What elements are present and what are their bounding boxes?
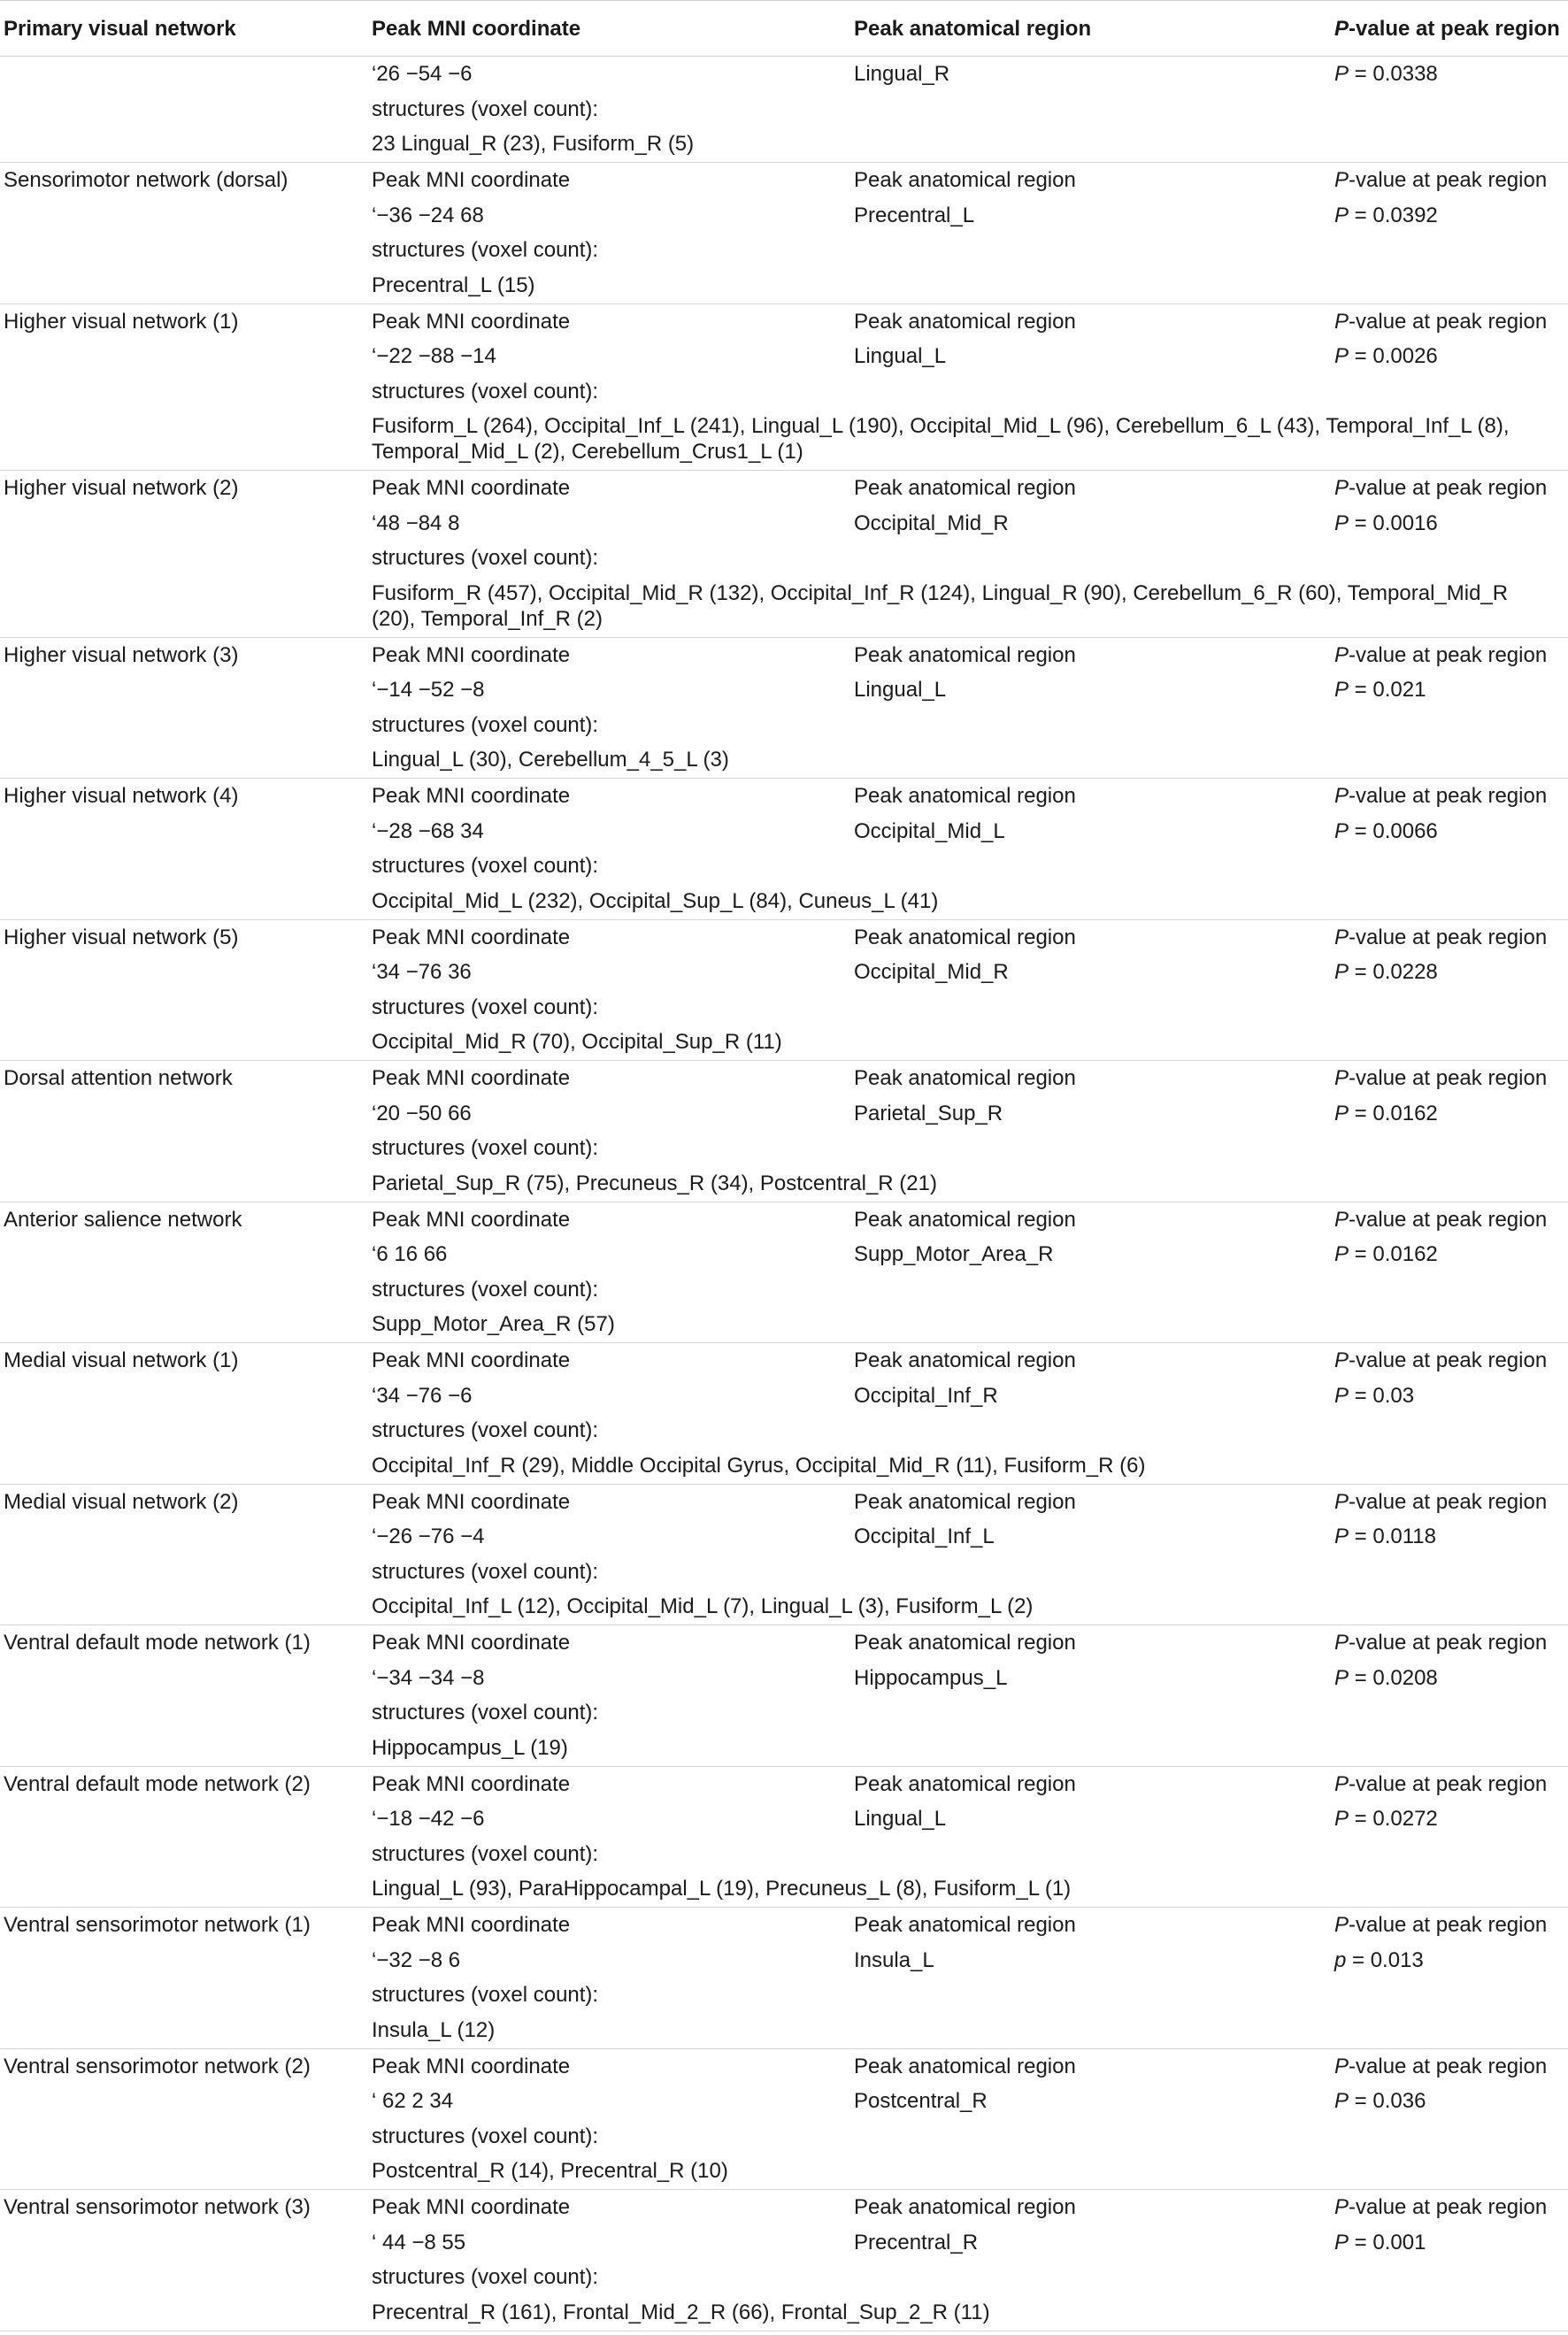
peak-coordinate: ‘−28 −68 34 xyxy=(372,818,484,843)
pvalue-number: = 0.0272 xyxy=(1349,1807,1438,1831)
peak-region: Hippocampus_L xyxy=(854,1665,1008,1690)
row-value-line xyxy=(0,1237,1568,1272)
table-row xyxy=(0,1908,1568,2049)
pvalue-symbol: P xyxy=(1334,2230,1349,2254)
pvalue-label xyxy=(1334,638,1547,673)
peak-region: Occipital_Mid_L xyxy=(854,818,1005,843)
peak-pvalue xyxy=(1334,198,1438,234)
pvalue-label xyxy=(1334,1767,1547,1802)
pvalue-label-rest: -value at peak region xyxy=(1349,642,1548,667)
structures-label-line xyxy=(0,1131,1568,1166)
row-value-line xyxy=(0,1943,1568,1978)
network-name: Sensorimotor network (dorsal) xyxy=(4,168,288,192)
coord-label: Peak MNI coordinate xyxy=(372,2054,571,2078)
header-pvalue-p: P xyxy=(1334,17,1349,42)
structures-list: Lingual_L (30), Cerebellum_4_5_L (3) xyxy=(372,748,729,772)
pvalue-number: = 0.0026 xyxy=(1349,344,1438,368)
region-label: Peak anatomical region xyxy=(854,2195,1076,2219)
peak-pvalue xyxy=(1334,1096,1438,1132)
peak-coordinate: ‘−36 −24 68 xyxy=(372,203,484,227)
network-name: Higher visual network (2) xyxy=(4,476,239,500)
network-name: Ventral default mode network (2) xyxy=(4,1771,311,1796)
network-name: Higher visual network (5) xyxy=(4,925,239,949)
network-name: Medial visual network (2) xyxy=(4,1489,239,1514)
table-row xyxy=(0,304,1568,472)
peak-coordinate: ‘6 16 66 xyxy=(372,1242,448,1266)
pvalue-number: = 0.0066 xyxy=(1349,818,1438,843)
network-name: Ventral sensorimotor network (1) xyxy=(4,1913,311,1937)
row-value-line xyxy=(0,1096,1568,1132)
structures-label-line xyxy=(0,374,1568,410)
peak-region: Precentral_L xyxy=(854,203,975,227)
table-row xyxy=(0,1767,1568,1909)
coord-label: Peak MNI coordinate xyxy=(372,1066,571,1090)
structures-list: Fusiform_L (264), Occipital_Inf_L (241), Lingual_L (190), Occipital_Mid_L (96), Cerebellum_6_L (43), Temporal_Inf_L (8), Temporal_Mid_L (2), Cerebellum_Crus1_L (1) xyxy=(372,414,1510,464)
structures-label: structures (voxel count): xyxy=(372,995,599,1019)
pvalue-label-p: P xyxy=(1334,1631,1349,1655)
structures-label: structures (voxel count): xyxy=(372,2124,599,2148)
row-value-line xyxy=(0,672,1568,708)
peak-pvalue xyxy=(1334,1661,1438,1696)
pvalue-label-rest: -value at peak region xyxy=(1349,1913,1548,1937)
row-value-line xyxy=(0,506,1568,542)
coord-label: Peak MNI coordinate xyxy=(372,925,571,949)
pvalue-number: = 0.013 xyxy=(1346,1947,1424,1972)
table-row xyxy=(0,2190,1568,2331)
peak-region: Precentral_R xyxy=(854,2230,979,2254)
pvalue-number: = 0.0208 xyxy=(1349,1665,1438,1690)
pvalue-label-p: P xyxy=(1334,309,1349,334)
pvalue-label-rest: -value at peak region xyxy=(1349,1631,1548,1655)
pvalue-label-p: P xyxy=(1334,1771,1349,1796)
peak-region: Postcentral_R xyxy=(854,2089,988,2113)
peak-coordinate: ‘26 −54 −6 xyxy=(372,62,473,86)
pvalue-label-p: P xyxy=(1334,1348,1349,1372)
pvalue-label-p: P xyxy=(1334,168,1349,192)
structures-label: structures (voxel count): xyxy=(372,1418,599,1442)
structures-list: Postcentral_R (14), Precentral_R (10) xyxy=(372,2159,728,2183)
network-name: Higher visual network (4) xyxy=(4,784,239,808)
header-coordinate: Peak MNI coordinate xyxy=(372,17,581,42)
structures-list: Insula_L (12) xyxy=(372,2017,496,2042)
pvalue-symbol: P xyxy=(1334,1101,1349,1125)
structures-label: structures (voxel count): xyxy=(372,96,599,121)
pvalue-symbol: P xyxy=(1334,203,1349,227)
structures-list: 23 Lingual_R (23), Fusiform_R (5) xyxy=(372,132,695,156)
structures-list: Occipital_Mid_R (70), Occipital_Sup_R (11) xyxy=(372,1030,782,1054)
peak-pvalue xyxy=(1334,814,1438,849)
structures-label-line xyxy=(0,233,1568,268)
row-label-line xyxy=(0,638,1568,673)
row-label-line xyxy=(0,1343,1568,1379)
pvalue-number: = 0.03 xyxy=(1349,1383,1415,1408)
peak-region: Occipital_Inf_L xyxy=(854,1525,995,1548)
pvalue-label xyxy=(1334,2049,1547,2085)
peak-pvalue xyxy=(1334,955,1438,990)
structures-label: structures (voxel count): xyxy=(372,854,599,878)
peak-pvalue xyxy=(1334,1237,1438,1272)
table-body xyxy=(0,57,1568,2331)
pvalue-label-rest: -value at peak region xyxy=(1349,168,1548,192)
peak-pvalue xyxy=(1334,1519,1436,1555)
structures-label: structures (voxel count): xyxy=(372,238,599,262)
peak-region: Occipital_Mid_R xyxy=(854,511,1009,535)
row-value-line xyxy=(0,814,1568,849)
network-name: Higher visual network (3) xyxy=(4,642,239,667)
table-row xyxy=(0,163,1568,304)
pvalue-number: = 0.0228 xyxy=(1349,960,1438,984)
row-label-line xyxy=(0,1908,1568,1943)
row-label-line xyxy=(0,471,1568,506)
network-name: Ventral default mode network (1) xyxy=(4,1631,311,1655)
structures-list: Occipital_Inf_R (29), Middle Occipital Gyrus, Occipital_Mid_R (11), Fusiform_R (6) xyxy=(372,1453,1146,1478)
pvalue-label xyxy=(1334,2190,1547,2225)
pvalue-symbol: P xyxy=(1334,818,1349,843)
pvalue-symbol: P xyxy=(1334,678,1349,702)
header-region: Peak anatomical region xyxy=(854,17,1092,42)
table-header xyxy=(0,0,1568,57)
network-name: Anterior salience network xyxy=(4,1207,242,1232)
region-label: Peak anatomical region xyxy=(854,1771,1076,1796)
coord-label: Peak MNI coordinate xyxy=(372,2195,571,2219)
coord-label: Peak MNI coordinate xyxy=(372,476,571,500)
peak-pvalue xyxy=(1334,1379,1414,1414)
pvalue-number: = 0.0162 xyxy=(1349,1101,1438,1125)
pvalue-label xyxy=(1334,471,1547,506)
coord-label: Peak MNI coordinate xyxy=(372,168,571,192)
coord-label: Peak MNI coordinate xyxy=(372,784,571,808)
region-label: Peak anatomical region xyxy=(854,642,1076,667)
peak-region: Lingual_L xyxy=(854,344,947,368)
peak-pvalue xyxy=(1334,2225,1426,2261)
coord-label: Peak MNI coordinate xyxy=(372,1771,571,1796)
pvalue-symbol: p xyxy=(1334,1947,1347,1972)
structures-label: structures (voxel count): xyxy=(372,1136,599,1160)
pvalue-number: = 0.001 xyxy=(1349,2230,1426,2254)
row-value-line xyxy=(0,1379,1568,1414)
pvalue-label-rest: -value at peak region xyxy=(1349,1489,1548,1514)
peak-coordinate: ‘−26 −76 −4 xyxy=(372,1525,485,1548)
pvalue-label-p: P xyxy=(1334,2195,1349,2219)
pvalue-number: = 0.0016 xyxy=(1349,511,1438,535)
pvalue-label-p: P xyxy=(1334,1066,1349,1090)
peak-coordinate: ‘ 62 2 34 xyxy=(372,2089,454,2113)
header-pvalue-rest: -value at peak region xyxy=(1349,17,1560,42)
pvalue-label-rest: -value at peak region xyxy=(1349,1066,1548,1090)
pvalue-label-p: P xyxy=(1334,1207,1349,1232)
pvalue-label-rest: -value at peak region xyxy=(1349,925,1548,949)
peak-pvalue xyxy=(1334,1801,1438,1837)
row-value-line xyxy=(0,2225,1568,2261)
peak-coordinate: ‘−14 −52 −8 xyxy=(372,678,485,702)
pvalue-label-rest: -value at peak region xyxy=(1349,1207,1548,1232)
peak-region: Occipital_Mid_R xyxy=(854,960,1009,984)
pvalue-number: = 0.0338 xyxy=(1349,62,1438,86)
table-row xyxy=(0,1485,1568,1626)
peak-pvalue xyxy=(1334,672,1426,708)
coord-label: Peak MNI coordinate xyxy=(372,1631,571,1655)
row-label-line xyxy=(0,1061,1568,1096)
region-label: Peak anatomical region xyxy=(854,1631,1076,1655)
table-row xyxy=(0,57,1568,163)
structures-list: Hippocampus_L (19) xyxy=(372,1735,568,1760)
structures-label: structures (voxel count): xyxy=(372,379,599,403)
row-value-line xyxy=(0,57,1568,92)
pvalue-label-p: P xyxy=(1334,2054,1349,2078)
row-label-line xyxy=(0,304,1568,340)
coord-label: Peak MNI coordinate xyxy=(372,642,571,667)
row-label-line xyxy=(0,1625,1568,1661)
structures-label: structures (voxel count): xyxy=(372,546,599,570)
peak-pvalue xyxy=(1334,339,1438,374)
pvalue-number: = 0.0392 xyxy=(1349,203,1438,227)
structures-label-line xyxy=(0,2260,1568,2295)
table-row xyxy=(0,1202,1568,1344)
structures-list: Fusiform_R (457), Occipital_Mid_R (132), Occipital_Inf_R (124), Lingual_R (90), Cerebellum_6_R (60), Temporal_Mid_R (20), Temporal_Inf_R (2) xyxy=(372,580,1509,631)
pvalue-label xyxy=(1334,1625,1547,1661)
pvalue-label-p: P xyxy=(1334,1913,1349,1937)
structures-label-line xyxy=(0,1978,1568,2013)
pvalue-symbol: P xyxy=(1334,62,1349,86)
structures-label-line xyxy=(0,1272,1568,1308)
row-label-line xyxy=(0,2190,1568,2225)
header-network: Primary visual network xyxy=(4,17,236,42)
network-name: Dorsal attention network xyxy=(4,1066,233,1090)
pvalue-symbol: P xyxy=(1334,1807,1349,1831)
region-label: Peak anatomical region xyxy=(854,1348,1076,1372)
peak-region: Parietal_Sup_R xyxy=(854,1101,1003,1125)
pvalue-label xyxy=(1334,304,1547,340)
pvalue-symbol: P xyxy=(1334,960,1349,984)
region-label: Peak anatomical region xyxy=(854,476,1076,500)
pvalue-label-p: P xyxy=(1334,784,1349,808)
peak-coordinate: ‘20 −50 66 xyxy=(372,1101,472,1125)
region-label: Peak anatomical region xyxy=(854,784,1076,808)
pvalue-label-rest: -value at peak region xyxy=(1349,1348,1548,1372)
pvalue-label-p: P xyxy=(1334,1489,1349,1514)
row-label-line xyxy=(0,163,1568,198)
pvalue-label-rest: -value at peak region xyxy=(1349,309,1548,334)
row-value-line xyxy=(0,1519,1568,1555)
network-name: Ventral sensorimotor network (2) xyxy=(4,2054,311,2078)
peak-region: Lingual_L xyxy=(854,1807,947,1831)
header-pvalue xyxy=(1334,10,1560,47)
structures-label-line xyxy=(0,1413,1568,1448)
table-row xyxy=(0,1625,1568,1767)
pvalue-label-rest: -value at peak region xyxy=(1349,1771,1548,1796)
network-name: Ventral sensorimotor network (3) xyxy=(4,2195,311,2219)
table-row xyxy=(0,779,1568,920)
structures-label-line xyxy=(0,1695,1568,1731)
pvalue-label xyxy=(1334,1061,1547,1096)
pvalue-label xyxy=(1334,163,1547,198)
table-row xyxy=(0,471,1568,638)
pvalue-label xyxy=(1334,920,1547,956)
pvalue-label xyxy=(1334,1202,1547,1238)
table-row xyxy=(0,1061,1568,1202)
pvalue-label xyxy=(1334,1343,1547,1379)
row-value-line xyxy=(0,339,1568,374)
structures-label-line xyxy=(0,990,1568,1025)
pvalue-number: = 0.021 xyxy=(1349,678,1426,702)
row-label-line xyxy=(0,2049,1568,2085)
row-label-line xyxy=(0,779,1568,814)
structures-label: structures (voxel count): xyxy=(372,2265,599,2289)
peak-coordinate: ‘34 −76 −6 xyxy=(372,1383,473,1408)
region-label: Peak anatomical region xyxy=(854,1913,1076,1937)
coord-label: Peak MNI coordinate xyxy=(372,309,571,334)
pvalue-symbol: P xyxy=(1334,1242,1349,1266)
pvalue-symbol: P xyxy=(1334,1383,1349,1408)
pvalue-label-rest: -value at peak region xyxy=(1349,2195,1548,2219)
pvalue-label xyxy=(1334,1485,1547,1520)
table-row xyxy=(0,1343,1568,1485)
row-value-line xyxy=(0,198,1568,234)
coord-label: Peak MNI coordinate xyxy=(372,1207,571,1232)
pvalue-number: = 0.0118 xyxy=(1349,1525,1436,1548)
structures-list: Precentral_L (15) xyxy=(372,273,535,297)
peak-coordinate: ‘−34 −34 −8 xyxy=(372,1665,485,1690)
peak-coordinate: ‘34 −76 36 xyxy=(372,960,472,984)
coord-label: Peak MNI coordinate xyxy=(372,1913,571,1937)
structures-label: structures (voxel count): xyxy=(372,1841,599,1866)
peak-region: Lingual_L xyxy=(854,678,947,702)
peak-coordinate: ‘−18 −42 −6 xyxy=(372,1807,485,1831)
region-label: Peak anatomical region xyxy=(854,168,1076,192)
row-value-line xyxy=(0,955,1568,990)
pvalue-label-p: P xyxy=(1334,642,1349,667)
pvalue-symbol: P xyxy=(1334,2089,1349,2113)
structures-label-line xyxy=(0,849,1568,884)
table-row xyxy=(0,920,1568,1062)
pvalue-symbol: P xyxy=(1334,511,1349,535)
row-value-line xyxy=(0,1661,1568,1696)
row-label-line xyxy=(0,920,1568,956)
peak-coordinate: ‘48 −84 8 xyxy=(372,511,460,535)
network-name: Medial visual network (1) xyxy=(4,1348,239,1372)
structures-label-line xyxy=(0,541,1568,576)
coord-label: Peak MNI coordinate xyxy=(372,1489,571,1514)
structures-label-line xyxy=(0,1555,1568,1590)
row-label-line xyxy=(0,1485,1568,1520)
pvalue-symbol: P xyxy=(1334,344,1349,368)
structures-label-line xyxy=(0,92,1568,127)
structures-list: Supp_Motor_Area_R (57) xyxy=(372,1312,615,1336)
pvalue-label-p: P xyxy=(1334,925,1349,949)
structures-list: Occipital_Mid_L (232), Occipital_Sup_L (84), Cuneus_L (41) xyxy=(372,888,939,913)
region-label: Peak anatomical region xyxy=(854,1066,1076,1090)
pvalue-label-rest: -value at peak region xyxy=(1349,2054,1548,2078)
pvalue-number: = 0.036 xyxy=(1349,2089,1426,2113)
row-value-line xyxy=(0,1801,1568,1837)
peak-region: Insula_L xyxy=(854,1947,934,1972)
structures-list: Parietal_Sup_R (75), Precuneus_R (34), Postcentral_R (21) xyxy=(372,1171,937,1195)
structures-label-line xyxy=(0,708,1568,743)
structures-label-line xyxy=(0,1837,1568,1872)
structures-list: Precentral_R (161), Frontal_Mid_2_R (66), Frontal_Sup_2_R (11) xyxy=(372,2300,990,2324)
peak-pvalue xyxy=(1334,506,1438,542)
structures-label: structures (voxel count): xyxy=(372,1277,599,1302)
peak-coordinate: ‘−32 −8 6 xyxy=(372,1947,461,1972)
table-row xyxy=(0,638,1568,780)
pvalue-label xyxy=(1334,1908,1547,1943)
region-label: Peak anatomical region xyxy=(854,1207,1076,1232)
structures-list: Lingual_L (93), ParaHippocampal_L (19), Precuneus_L (8), Fusiform_L (1) xyxy=(372,1877,1072,1901)
coord-label: Peak MNI coordinate xyxy=(372,1348,571,1372)
structures-label: structures (voxel count): xyxy=(372,1701,599,1724)
table-row xyxy=(0,2049,1568,2191)
pvalue-number: = 0.0162 xyxy=(1349,1242,1438,1266)
peak-region: Occipital_Inf_R xyxy=(854,1383,998,1408)
region-label: Peak anatomical region xyxy=(854,2054,1076,2078)
peak-pvalue xyxy=(1334,1943,1424,1978)
pvalue-label-rest: -value at peak region xyxy=(1349,784,1548,808)
peak-pvalue xyxy=(1334,57,1438,92)
pvalue-label xyxy=(1334,779,1547,814)
structures-label: structures (voxel count): xyxy=(372,712,599,737)
row-value-line xyxy=(0,2084,1568,2119)
peak-coordinate: ‘ 44 −8 55 xyxy=(372,2230,466,2254)
pvalue-label-rest: -value at peak region xyxy=(1349,476,1548,500)
structures-label-line xyxy=(0,2119,1568,2154)
network-name: Higher visual network (1) xyxy=(4,309,239,334)
structures-label: structures (voxel count): xyxy=(372,1559,599,1584)
pvalue-symbol: P xyxy=(1334,1525,1349,1548)
structures-label: structures (voxel count): xyxy=(372,1983,599,2007)
peak-pvalue xyxy=(1334,2084,1426,2119)
pvalue-label-p: P xyxy=(1334,476,1349,500)
region-label: Peak anatomical region xyxy=(854,925,1076,949)
pvalue-symbol: P xyxy=(1334,1665,1349,1690)
row-label-line xyxy=(0,1767,1568,1802)
structures-list: Occipital_Inf_L (12), Occipital_Mid_L (7), Lingual_L (3), Fusiform_L (2) xyxy=(372,1594,1034,1618)
row-label-line xyxy=(0,1202,1568,1238)
peak-coordinate: ‘−22 −88 −14 xyxy=(372,344,496,368)
region-label: Peak anatomical region xyxy=(854,309,1076,334)
peak-region: Supp_Motor_Area_R xyxy=(854,1242,1054,1266)
peak-region: Lingual_R xyxy=(854,62,950,86)
region-label: Peak anatomical region xyxy=(854,1489,1076,1514)
